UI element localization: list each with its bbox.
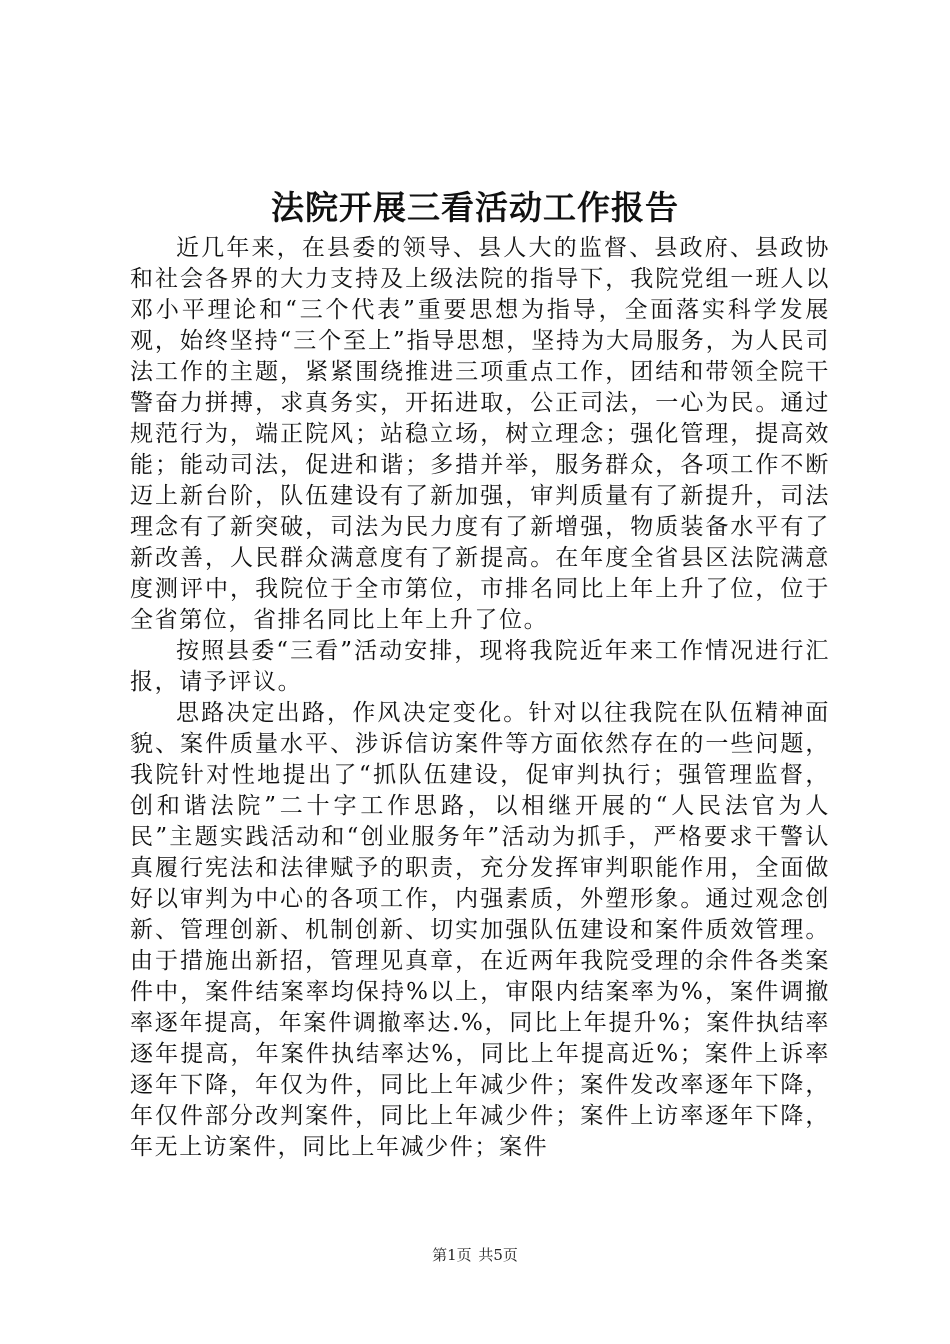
page-number: 第1页 (432, 1246, 472, 1264)
document-body (130, 233, 830, 1163)
document-title: 法院开展三看活动工作报告 (271, 188, 679, 227)
paragraph-report-purpose: 按照县委“三看”活动安排，现将我院近年来工作情况进行汇报，请予评议。 (130, 638, 830, 695)
paragraph-work-approach: 思路决定出路，作风决定变化。针对以往我院在队伍精神面貌、案件质量水平、涉诉信访案件等方面依然存在的一些问题，我院针对性地提出了“抓队伍建设，促审判执行；强管理监督，创和谐法院”二十字工作思路，以相继开展的“人民法官为人民”主题实践活动和“创业服务年”活动为抓手，严格要求干警认真履行宪法和法律赋予的职责，充分发挥审判职能作用，全面做好以审判为中心的各项工作，内强素质，外塑形象。通过观念创新、管理创新、机制创新、切实加强队伍建设和案件质效管理。由于措施出新招，管理见真章，在近两年我院受理的余件各类案件中，案件结案率均保持%以上，审限内结案率为%，案件调撤率逐年提高，年案件调撤率达.%，同比上年提升%；案件执结率逐年提高，年案件执结率达%，同比上年提高近%；案件上诉率逐年下降，年仅为件，同比上年减少件；案件发改率逐年下降，年仅件部分改判案件，同比上年减少件；案件上访率逐年下降，年无上访案件，同比上年减少件；案件 (130, 700, 830, 1160)
page-total: 共5页 (478, 1246, 518, 1264)
page-footer (0, 1245, 950, 1265)
paragraph-intro: 近几年来，在县委的领导、县人大的监督、县政府、县政协和社会各界的大力支持及上级法院的指导下，我院党组一班人以邓小平理论和“三个代表”重要思想为指导，全面落实科学发展观，始终坚持“三个至上”指导思想，坚持为大局服务，为人民司法工作的主题，紧紧围绕推进三项重点工作，团结和带领全院干警奋力拼搏，求真务实，开拓进取，公正司法，一心为民。通过规范行为，端正院风；站稳立场，树立理念；强化管理，提高效能；能动司法，促进和谐；多措并举，服务群众，各项工作不断迈上新台阶，队伍建设有了新加强，审判质量有了新提升，司法理念有了新突破，司法为民力度有了新增强，物质装备水平有了新改善，人民群众满意度有了新提高。在年度全省县区法院满意度测评中，我院位于全市第位，市排名同比上年上升了位，位于全省第位，省排名同比上年上升了位。 (130, 235, 830, 633)
